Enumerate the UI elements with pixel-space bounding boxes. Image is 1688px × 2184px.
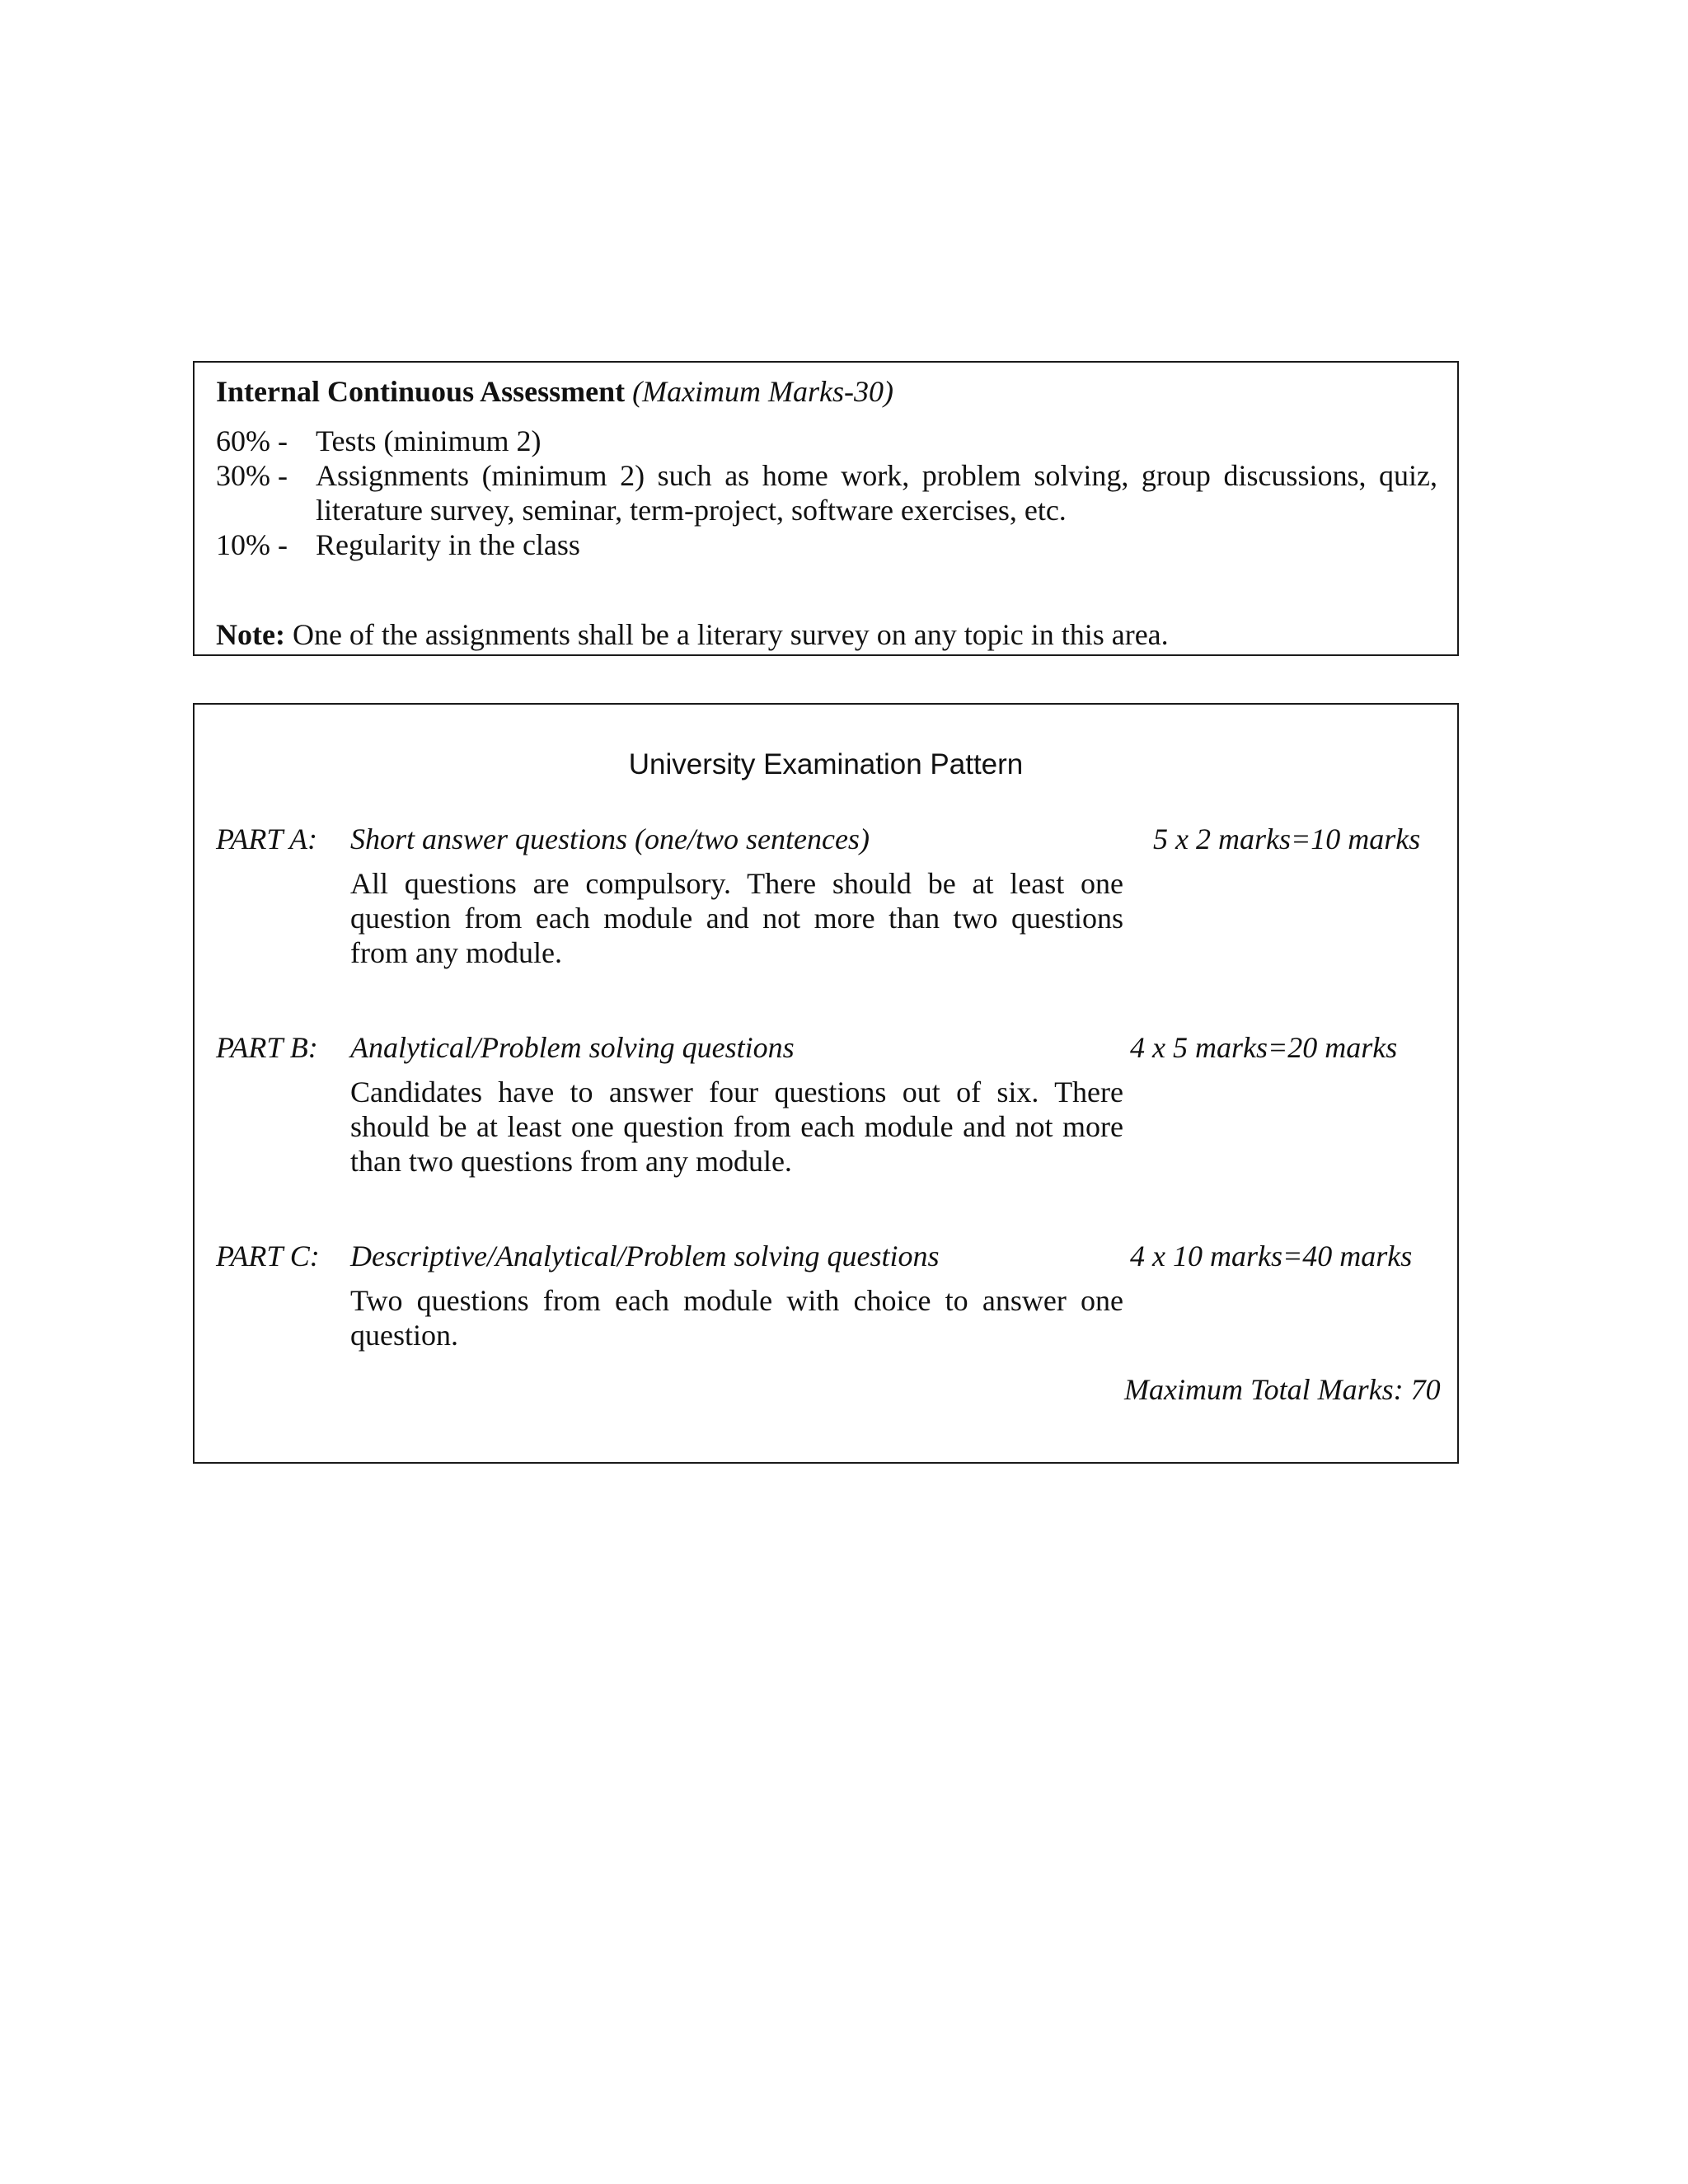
assessment-text: literature survey, seminar, term-project, software exercises, etc. (316, 494, 1067, 527)
part-b-marks: 4 x 5 marks=20 marks (1130, 1031, 1398, 1064)
assessment-text: Tests (minimum 2) (316, 424, 542, 457)
assessment-item-tests (216, 424, 1437, 458)
part-a-marks: 5 x 2 marks=10 marks (1153, 823, 1421, 855)
assessment-note (216, 617, 1169, 652)
description-line: All questions are compulsory. There should be at least one (350, 867, 1123, 900)
description-line: than two questions from any module. (350, 1145, 792, 1178)
note-label: Note: (216, 618, 285, 651)
exam-pattern-title: University Examination Pattern (628, 748, 1024, 780)
part-b-label: PART B: (216, 1031, 318, 1064)
part-b-description (350, 1075, 1123, 1179)
internal-assessment-max-marks: (Maximum Marks-30) (632, 375, 894, 408)
part-c-marks: 4 x 10 marks=40 marks (1130, 1240, 1413, 1272)
internal-assessment-heading (216, 374, 893, 409)
description-line: question from each module and not more than two questions (350, 902, 1123, 935)
assessment-percent: 60% - (216, 424, 288, 457)
maximum-total-marks: Maximum Total Marks: 70 (1124, 1373, 1441, 1406)
part-a-label: PART A: (216, 823, 318, 855)
part-c-label: PART C: (216, 1240, 320, 1272)
description-line: Two questions from each module with choice to answer one (350, 1284, 1123, 1317)
internal-assessment-box (193, 361, 1459, 656)
part-c-heading: Descriptive/Analytical/Problem solving questions (350, 1240, 940, 1272)
description-line: from any module. (350, 936, 562, 969)
note-text: One of the assignments shall be a literary survey on any topic in this area. (284, 618, 1169, 651)
assessment-item-regularity (216, 527, 1437, 562)
assessment-percent: 30% - (216, 459, 288, 492)
exam-pattern-box (193, 703, 1459, 1464)
part-c-description (350, 1283, 1123, 1352)
part-a-heading: Short answer questions (one/two sentences) (350, 823, 870, 855)
assessment-text: Assignments (minimum 2) such as home work, problem solving, group discussions, quiz, (316, 459, 1437, 492)
internal-assessment-title: Internal Continuous Assessment (216, 375, 626, 408)
assessment-text: Regularity in the class (316, 528, 580, 561)
part-b-heading: Analytical/Problem solving questions (350, 1031, 795, 1064)
description-line: Candidates have to answer four questions out of six. There (350, 1076, 1123, 1108)
description-line: question. (350, 1319, 458, 1352)
assessment-item-assignments (216, 458, 1437, 527)
part-a-description (350, 866, 1123, 970)
assessment-percent: 10% - (216, 528, 288, 561)
description-line: should be at least one question from each module and not more (350, 1110, 1123, 1143)
